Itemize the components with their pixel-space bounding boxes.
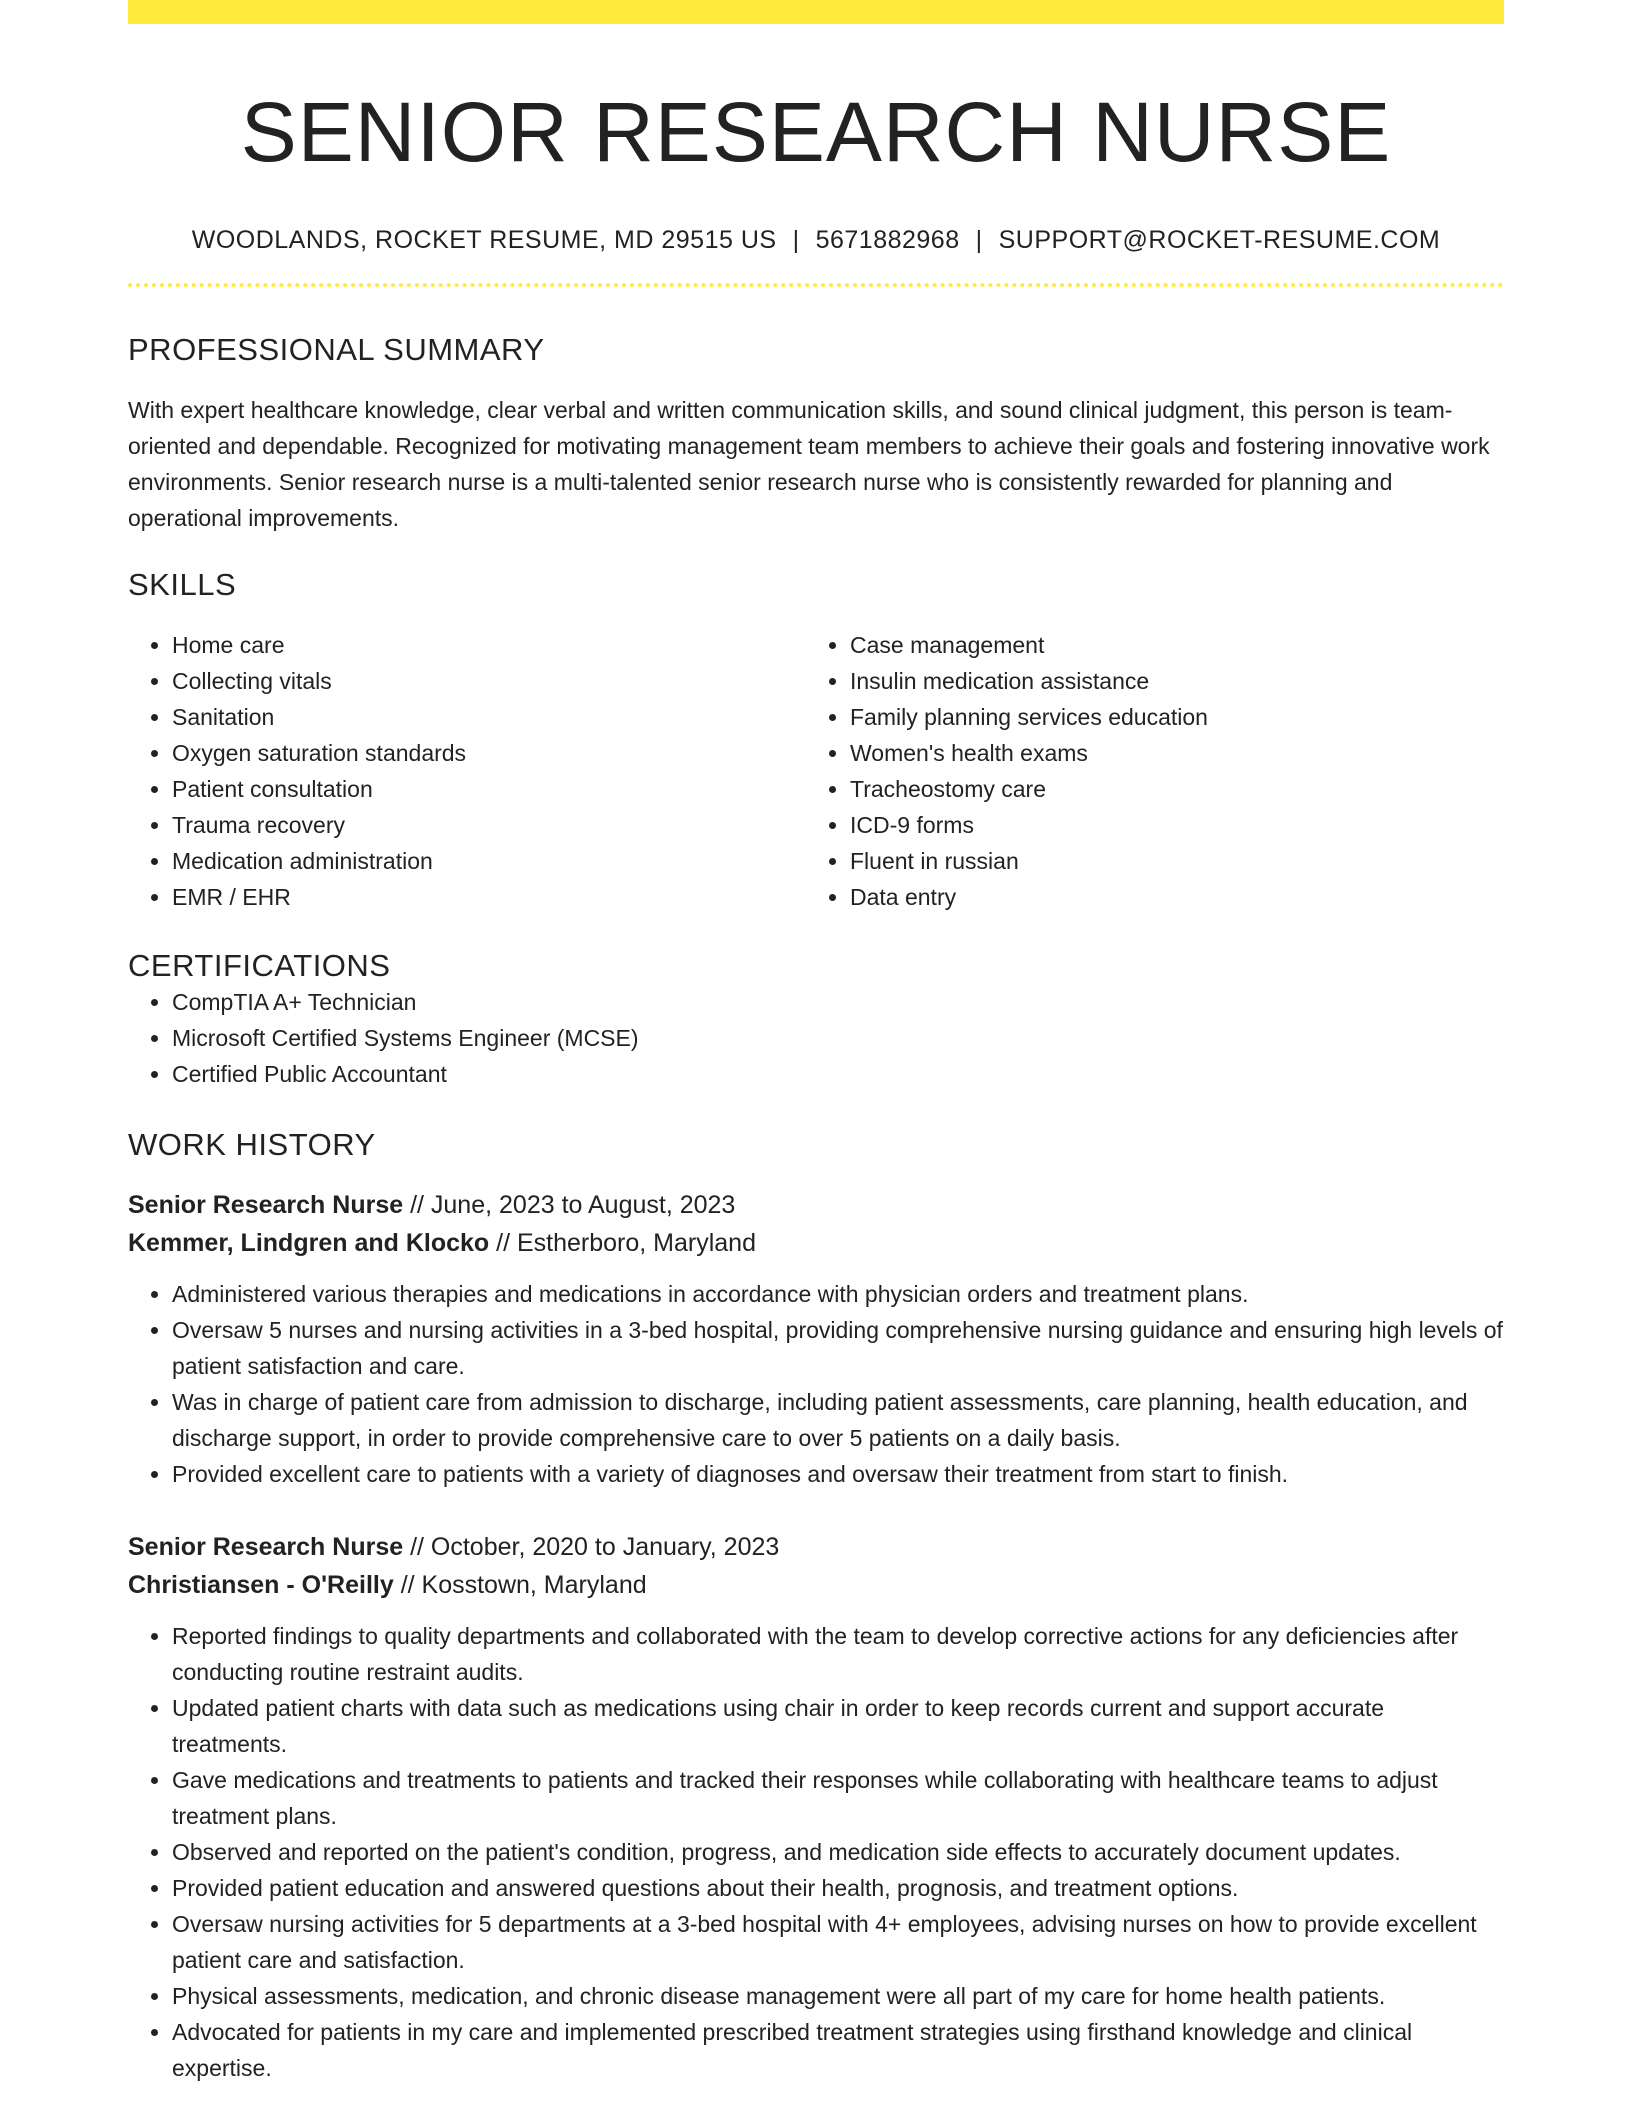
skill-item: • Trauma recovery	[172, 807, 806, 843]
certification-item: • Microsoft Certified Systems Engineer (MCSE)	[172, 1020, 1504, 1056]
skills-heading: SKILLS	[128, 566, 237, 602]
contact-line	[128, 225, 1504, 255]
job-role: Senior Research Nurse	[128, 1532, 404, 1561]
skill-item: • Patient consultation	[172, 771, 806, 807]
skill-item: • Tracheostomy care	[850, 771, 1484, 807]
skill-item: • Medication administration	[172, 843, 806, 879]
job-bullet: • Administered various therapies and medications in accordance with physician orders and treatment plans.	[172, 1276, 1504, 1312]
skill-item: • Case management	[850, 627, 1484, 663]
dotted-divider	[128, 283, 1504, 287]
skill-item: • Home care	[172, 627, 806, 663]
skill-item: • Women's health exams	[850, 735, 1484, 771]
job-role: Senior Research Nurse	[128, 1190, 404, 1219]
skill-item: • Family planning services education	[850, 699, 1484, 735]
job-location: // Estherboro, Maryland	[489, 1228, 756, 1257]
contact-separator: |	[792, 225, 800, 254]
work-history-heading: WORK HISTORY	[128, 1127, 376, 1163]
job-bullet: • Reported findings to quality departments and collaborated with the team to develop corrective actions for any deficiencies after conducting routine restraint audits.	[172, 1618, 1504, 1690]
job-bullet: • Oversaw 5 nurses and nursing activities in a 3-bed hospital, providing comprehensive nursing guidance and ensuring high levels of patient satisfaction and care.	[172, 1312, 1504, 1384]
resume-name: SENIOR RESEARCH NURSE	[240, 85, 1392, 179]
job-entry	[128, 1186, 1504, 1492]
job-bullet: • Provided excellent care to patients with a variety of diagnoses and oversaw their treatment from start to finish.	[172, 1456, 1504, 1492]
top-accent-bar	[128, 0, 1504, 24]
job-location: // Kosstown, Maryland	[393, 1570, 647, 1599]
job-company: Christiansen - O'Reilly	[128, 1570, 394, 1599]
job-bullet: • Observed and reported on the patient's condition, progress, and medication side effects to accurately document updates.	[172, 1834, 1504, 1870]
contact-separator: |	[975, 225, 983, 254]
job-bullet: • Provided patient education and answered questions about their health, prognosis, and treatment options.	[172, 1870, 1504, 1906]
job-dates: // October, 2020 to January, 2023	[403, 1532, 780, 1561]
skill-item: • Data entry	[850, 879, 1484, 915]
job-dates: // June, 2023 to August, 2023	[403, 1190, 736, 1219]
skill-item: • Fluent in russian	[850, 843, 1484, 879]
job-company: Kemmer, Lindgren and Klocko	[128, 1228, 490, 1257]
certification-item: • Certified Public Accountant	[172, 1056, 1504, 1092]
job-bullet: • Updated patient charts with data such as medications using chair in order to keep records current and support accurate treatments.	[172, 1690, 1504, 1762]
job-bullet: • Was in charge of patient care from admission to discharge, including patient assessments, care planning, health education, and discharge support, in order to provide comprehensive care to over 5 patients on a daily basis.	[172, 1384, 1504, 1456]
skill-item: • Oxygen saturation standards	[172, 735, 806, 771]
job-title-line	[128, 1186, 1504, 1224]
skill-item: • Insulin medication assistance	[850, 663, 1484, 699]
contact-address: WOODLANDS, ROCKET RESUME, MD 29515 US	[191, 225, 777, 254]
job-company-line	[128, 1224, 1504, 1262]
job-bullets	[128, 1276, 1504, 1492]
skill-item: • Sanitation	[172, 699, 806, 735]
job-bullet: • Oversaw nursing activities for 5 departments at a 3-bed hospital with 4+ employees, advising nurses on how to provide excellent patient care and satisfaction.	[172, 1906, 1504, 1978]
job-bullet: • Advocated for patients in my care and implemented prescribed treatment strategies using firsthand knowledge and clinical expertise.	[172, 2014, 1504, 2086]
certifications-heading: CERTIFICATIONS	[128, 948, 391, 984]
summary-text: With expert healthcare knowledge, clear verbal and written communication skills, and sound clinical judgment, this person is team-oriented and dependable. Recognized for motivating management team members to achieve their goals and fostering innovative work environments. Senior research nurse is a multi-talented senior research nurse who is consistently rewarded for planning and operational improvements.	[128, 396, 1490, 531]
skill-item: • ICD-9 forms	[850, 807, 1484, 843]
job-company-line	[128, 1566, 1504, 1604]
job-title-line	[128, 1528, 1504, 1566]
job-bullet: • Gave medications and treatments to patients and tracked their responses while collaborating with healthcare teams to adjust treatment plans.	[172, 1762, 1504, 1834]
summary-heading: PROFESSIONAL SUMMARY	[128, 331, 545, 367]
contact-phone: 5671882968	[815, 225, 960, 254]
skills-left-list	[128, 627, 806, 915]
certification-item: • CompTIA A+ Technician	[172, 984, 1504, 1020]
skill-item: • Collecting vitals	[172, 663, 806, 699]
skill-item: • EMR / EHR	[172, 879, 806, 915]
job-entry	[128, 1528, 1504, 2086]
resume-page	[128, 0, 1504, 2086]
skills-columns	[128, 627, 1504, 915]
job-bullets	[128, 1618, 1504, 2086]
contact-email: SUPPORT@ROCKET-RESUME.COM	[998, 225, 1441, 254]
certifications-list	[128, 984, 1504, 1092]
skills-right-list	[806, 627, 1484, 915]
job-bullet: • Physical assessments, medication, and chronic disease management were all part of my care for home health patients.	[172, 1978, 1504, 2014]
